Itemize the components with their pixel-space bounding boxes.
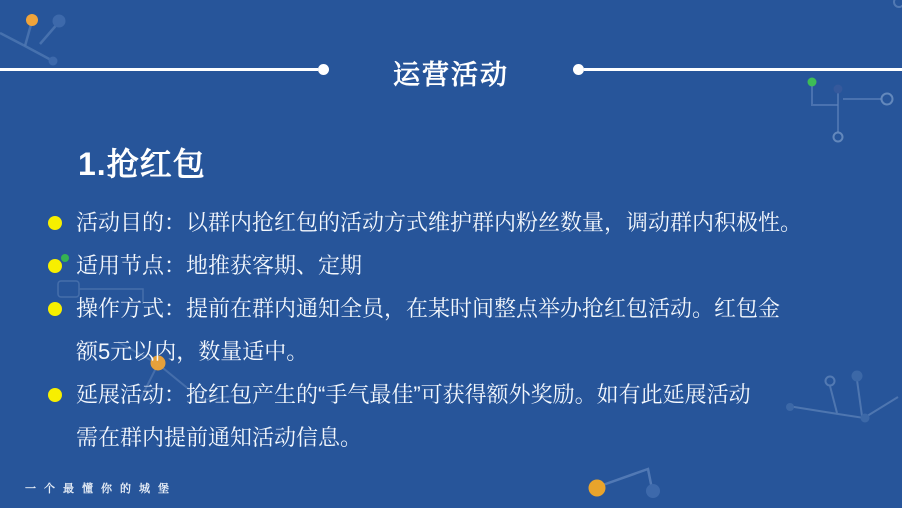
bullet-line: 需在群内提前通知活动信息。 (76, 425, 363, 450)
header-divider-left (0, 68, 318, 71)
network-decoration-bottom-center (589, 469, 661, 498)
bullet-text (76, 244, 362, 287)
bullet-text (76, 287, 780, 373)
section-heading: 1.抢红包 (78, 146, 206, 182)
bullet-item (40, 244, 880, 287)
bullet-dot-icon (48, 216, 62, 230)
footer-tagline: 一个最懂你的城堡 (25, 483, 177, 495)
bullet-dot-icon (48, 259, 62, 273)
header-divider-right (584, 68, 902, 71)
bullet-dot-icon (48, 388, 62, 402)
header-dot-right-icon (573, 64, 584, 75)
bullet-line: 活动目的：以群内抢红包的活动方式维护群内粉丝数量，调动群内积极性。 (76, 210, 803, 235)
bullet-item (40, 373, 880, 459)
bullet-text (76, 201, 802, 244)
slide-title: 运营活动 (393, 60, 509, 90)
header-dot-left-icon (318, 64, 329, 75)
bullet-line: 延展活动：抢红包产生的“手气最佳”可获得额外奖励。如有此延展活动 (76, 382, 751, 407)
bullet-dot-icon (48, 302, 62, 316)
bullet-line: 额5元以内，数量适中。 (76, 339, 309, 364)
bullet-line: 操作方式：提前在群内通知全员，在某时间整点举办抢红包活动。红包金 (76, 296, 781, 321)
bullet-item (40, 287, 880, 373)
bullet-line: 适用节点：地推获客期、定期 (76, 253, 363, 278)
bullet-list (40, 201, 880, 459)
bullet-text (76, 373, 751, 459)
bullet-item (40, 201, 880, 244)
slide-header (0, 52, 902, 90)
